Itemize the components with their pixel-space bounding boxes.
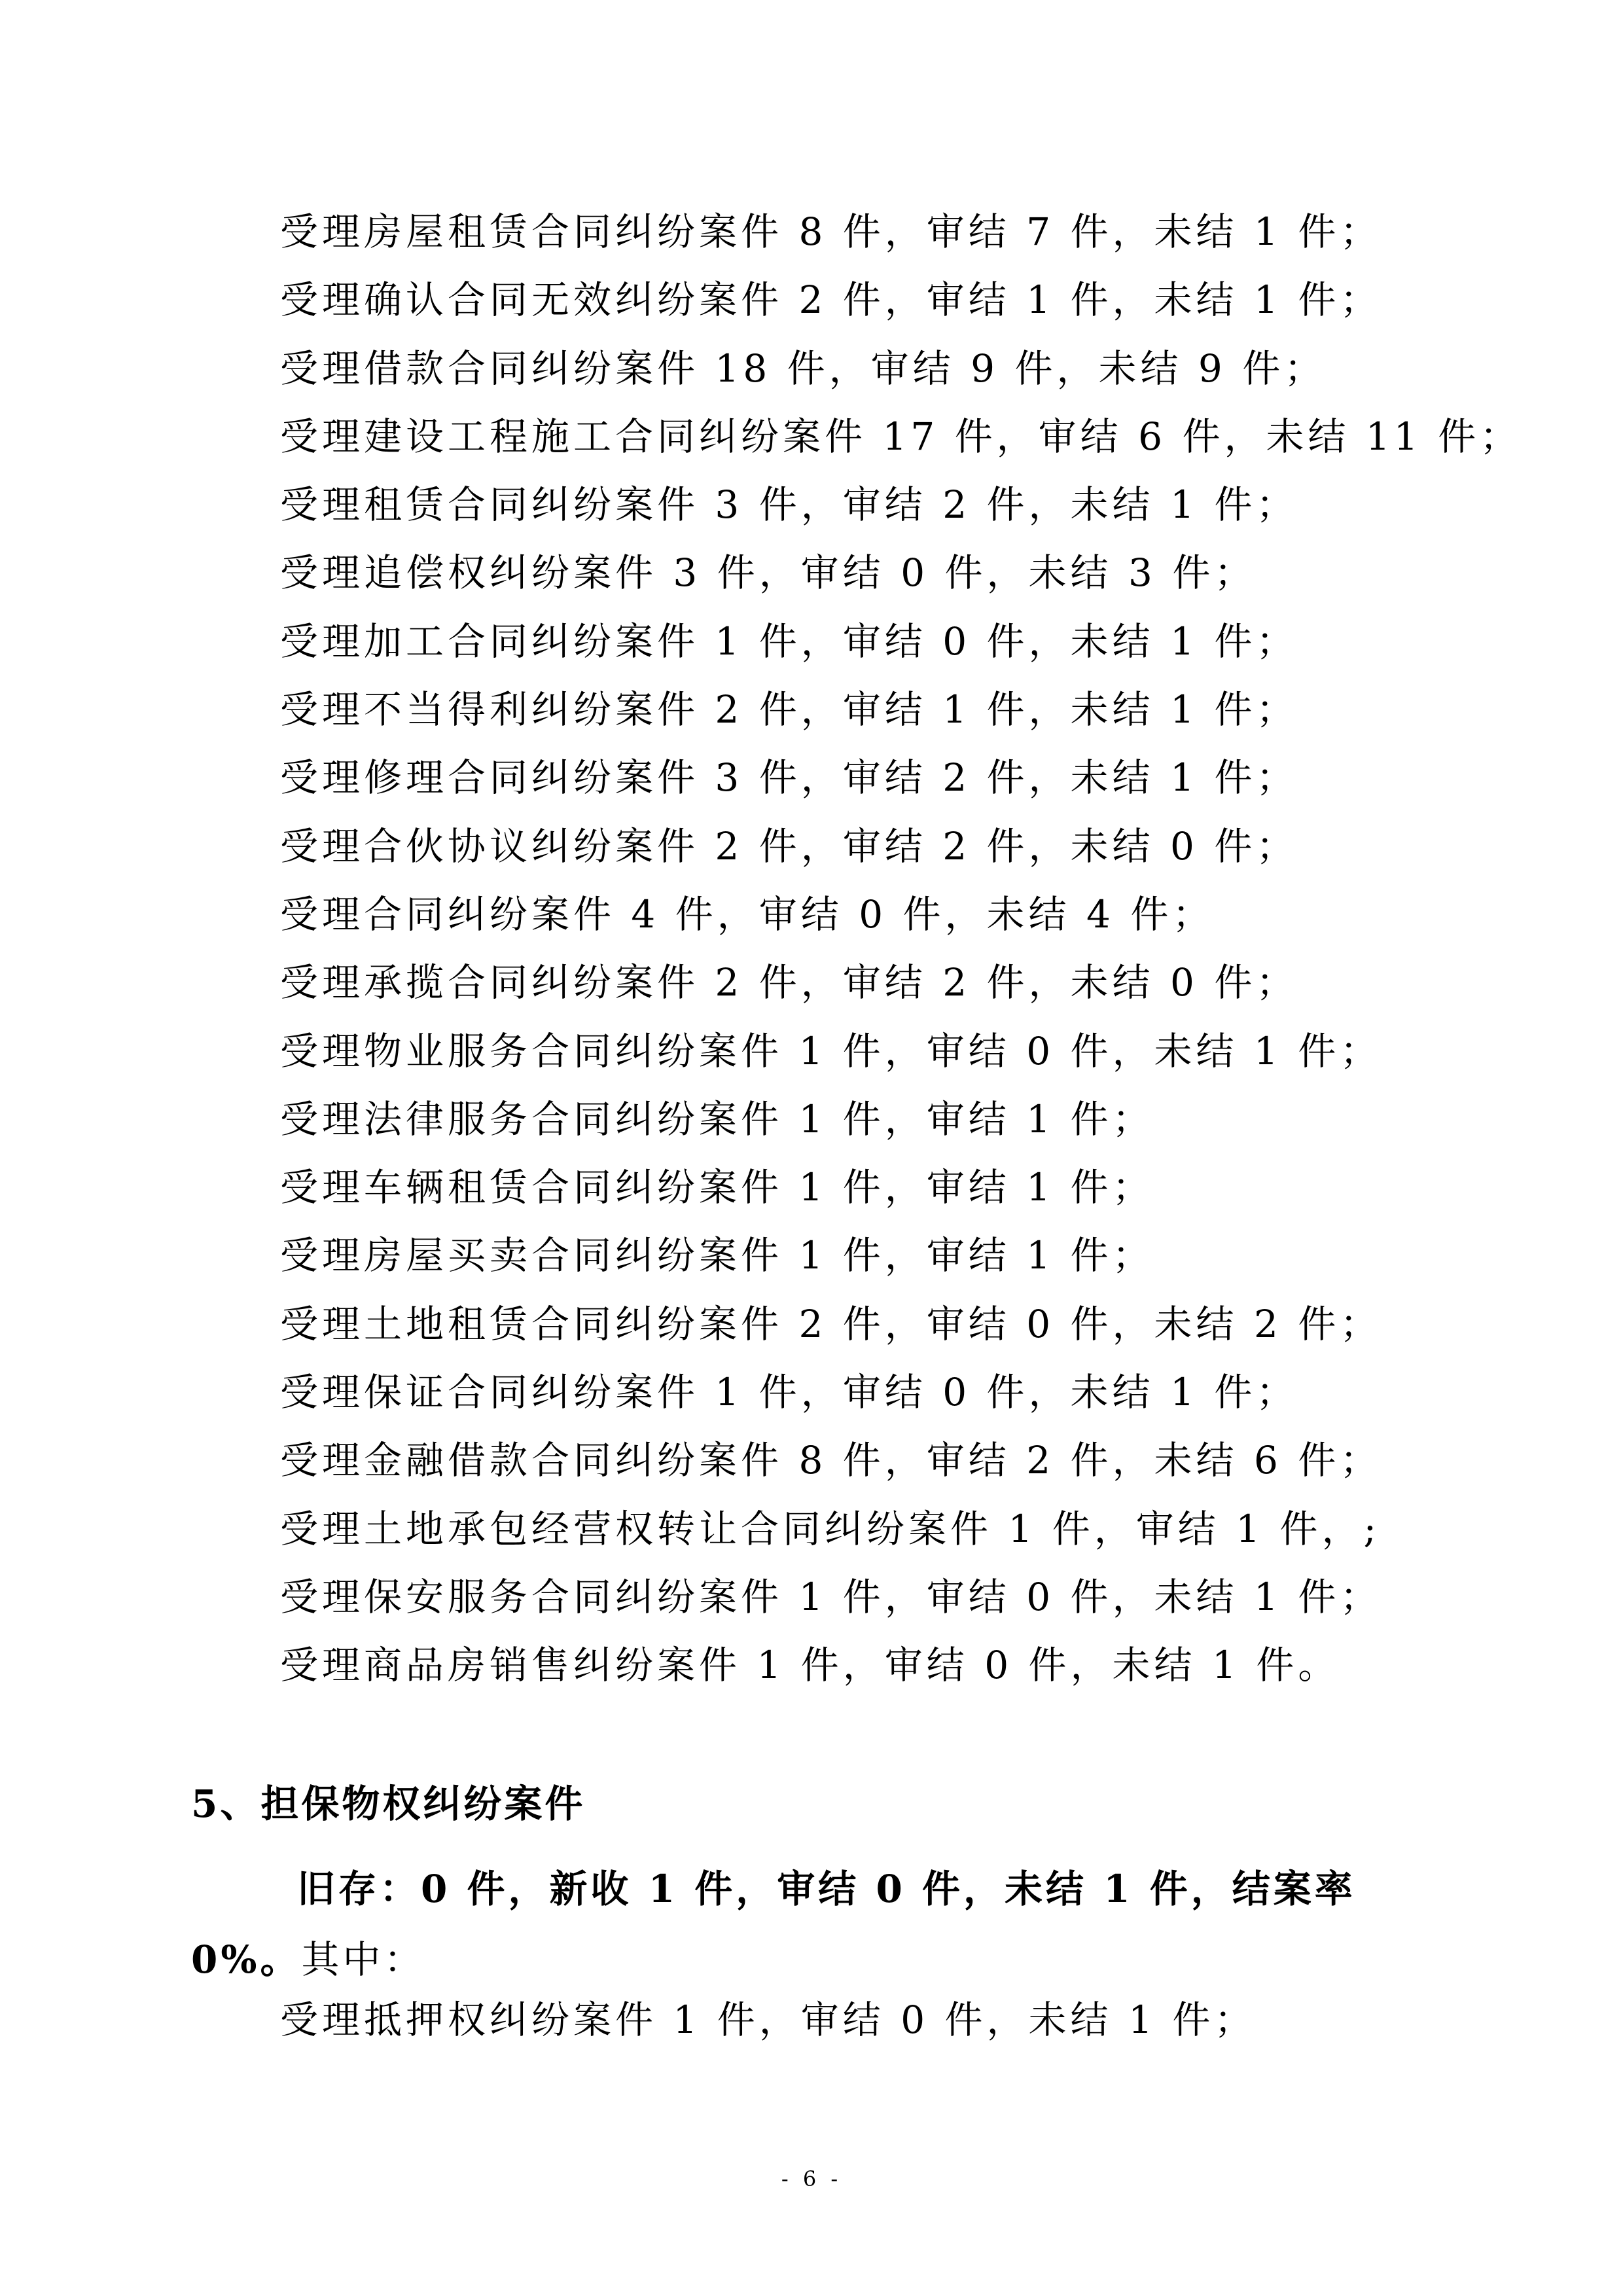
section-heading: 5、担保物权纠纷案件 (191, 1782, 586, 1826)
case-line: 受理追偿权纠纷案件 3 件，审结 0 件，未结 3 件； (280, 550, 1257, 596)
case-line: 受理修理合同纠纷案件 3 件，审结 2 件，未结 1 件； (280, 755, 1298, 800)
case-line: 受理加工合同纠纷案件 1 件，审结 0 件，未结 1 件； (280, 619, 1298, 664)
section-summary (191, 1854, 1435, 1995)
case-line: 受理保安服务合同纠纷案件 1 件，审结 0 件，未结 1 件； (280, 1574, 1382, 1619)
case-line: 受理保证合同纠纷案件 1 件，审结 0 件，未结 1 件； (280, 1370, 1298, 1415)
case-line: 受理不当得利纠纷案件 2 件，审结 1 件，未结 1 件； (280, 687, 1298, 732)
case-line: 受理商品房销售纠纷案件 1 件，审结 0 件，未结 1 件。 (280, 1643, 1340, 1688)
case-line: 受理借款合同纠纷案件 18 件，审结 9 件，未结 9 件； (280, 346, 1327, 391)
contract-case-list (280, 208, 1522, 1710)
security-case-list (280, 1996, 1256, 2064)
case-line: 受理合伙协议纠纷案件 2 件，审结 2 件，未结 0 件； (280, 823, 1298, 869)
case-line: 受理金融借款合同纠纷案件 8 件，审结 2 件，未结 6 件； (280, 1438, 1382, 1483)
page-number: - 6 - (781, 2166, 842, 2191)
case-line: 受理房屋买卖合同纠纷案件 1 件，审结 1 件； (280, 1233, 1154, 1278)
case-line: 受理土地承包经营权转让合同纠纷案件 1 件，审结 1 件，; (280, 1506, 1381, 1551)
case-line: 受理合同纠纷案件 4 件，审结 0 件，未结 4 件； (280, 891, 1215, 937)
case-line: 受理租赁合同纠纷案件 3 件，审结 2 件，未结 1 件； (280, 482, 1298, 528)
case-line: 受理建设工程施工合同纠纷案件 17 件，审结 6 件，未结 11 件； (280, 414, 1522, 459)
case-line: 受理房屋租赁合同纠纷案件 8 件，审结 7 件，未结 1 件； (280, 209, 1382, 254)
case-line: 受理承揽合同纠纷案件 2 件，审结 2 件，未结 0 件； (280, 960, 1298, 1005)
case-line: 受理抵押权纠纷案件 1 件，审结 0 件，未结 1 件； (280, 1998, 1257, 2042)
summary-tail: 其中： (301, 1937, 425, 1982)
summary-statistics: 旧存：0 件，新收 1 件，审结 0 件，未结 1 件，结案率 0%。 (191, 1867, 1356, 1982)
case-line: 受理确认合同无效纠纷案件 2 件，审结 1 件，未结 1 件； (280, 278, 1382, 323)
case-line: 受理土地租赁合同纠纷案件 2 件，审结 0 件，未结 2 件； (280, 1301, 1382, 1346)
case-line: 受理法律服务合同纠纷案件 1 件，审结 1 件； (280, 1096, 1154, 1141)
case-line: 受理物业服务合同纠纷案件 1 件，审结 0 件，未结 1 件； (280, 1028, 1382, 1073)
case-line: 受理车辆租赁合同纠纷案件 1 件，审结 1 件； (280, 1165, 1154, 1210)
